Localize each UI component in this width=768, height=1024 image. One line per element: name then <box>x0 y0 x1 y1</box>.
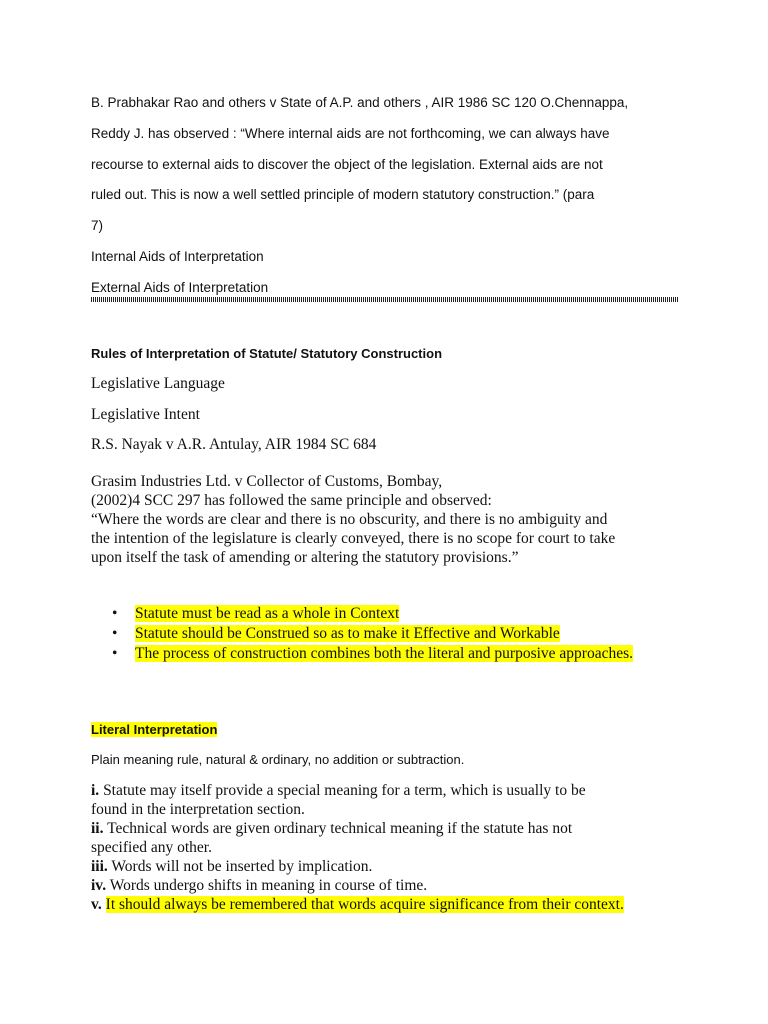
list-item <box>91 781 624 800</box>
point-text: Words will not be inserted by implication. <box>111 858 373 875</box>
intro-line-4: ruled out. This is now a well settled principle of modern statutory construction.” (para <box>91 187 595 202</box>
point-continuation: specified any other. <box>91 839 212 856</box>
intro-line-3: recourse to external aids to discover the object of the legislation. External aids are not <box>91 157 603 172</box>
point-text: Words undergo shifts in meaning in course of time. <box>109 877 428 894</box>
intro-line-1: B. Prabhakar Rao and others v State of A.P. and others , AIR 1986 SC 120 O.Chennappa, <box>91 95 629 110</box>
list-item <box>112 644 633 664</box>
point-number: iii. <box>91 858 108 875</box>
grasim-line: Grasim Industries Ltd. v Collector of Customs, Bombay, <box>91 473 443 490</box>
literal-points <box>91 781 624 914</box>
legislative-intent: Legislative Intent <box>91 406 200 423</box>
bullet-text: The process of construction combines both the literal and purposive approaches. <box>135 645 634 662</box>
literal-heading <box>91 722 217 737</box>
grasim-line: the intention of the legislature is clearly conveyed, there is no scope for court to take <box>91 530 616 547</box>
literal-heading-text: Literal Interpretation <box>91 722 218 737</box>
point-text: Technical words are given ordinary technical meaning if the statute has not <box>107 820 573 837</box>
plain-meaning: Plain meaning rule, natural & ordinary, no addition or subtraction. <box>91 752 465 767</box>
intro-line-2: Reddy J. has observed : “Where internal aids are not forthcoming, we can always have <box>91 126 610 141</box>
point-text: Statute may itself provide a special meaning for a term, which is usually to be <box>103 782 586 799</box>
point-number: ii. <box>91 820 104 837</box>
point-number: iv. <box>91 877 107 894</box>
internal-aids-heading: Internal Aids of Interpretation <box>91 249 264 264</box>
point-continuation: found in the interpretation section. <box>91 801 305 818</box>
rules-heading: Rules of Interpretation of Statute/ Statutory Construction <box>91 346 443 361</box>
grasim-line: upon itself the task of amending or altering the statutory provisions.” <box>91 549 519 566</box>
point-number: i. <box>91 782 100 799</box>
legislative-language: Legislative Language <box>91 375 225 392</box>
list-item <box>91 819 624 838</box>
bullet-text: Statute must be read as a whole in Context <box>135 605 400 622</box>
point-text: It should always be remembered that words acquire significance from their context. <box>105 896 624 913</box>
grasim-line: (2002)4 SCC 297 has followed the same principle and observed: <box>91 492 492 509</box>
bullet-text: Statute should be Construed so as to make it Effective and Workable <box>135 625 560 642</box>
intro-line-5: 7) <box>91 218 104 233</box>
point-number: v. <box>91 896 102 913</box>
principles-list <box>112 604 633 664</box>
list-item <box>91 857 624 876</box>
list-item <box>112 624 633 644</box>
case-nayak: R.S. Nayak v A.R. Antulay, AIR 1984 SC 684 <box>91 436 377 453</box>
list-item <box>91 876 624 895</box>
grasim-quote <box>91 472 615 567</box>
list-item <box>91 895 624 914</box>
grasim-line: “Where the words are clear and there is no obscurity, and there is no ambiguity and <box>91 511 608 528</box>
list-item <box>112 604 633 624</box>
external-aids-heading: External Aids of Interpretation <box>91 280 269 295</box>
dotted-divider <box>91 297 678 302</box>
